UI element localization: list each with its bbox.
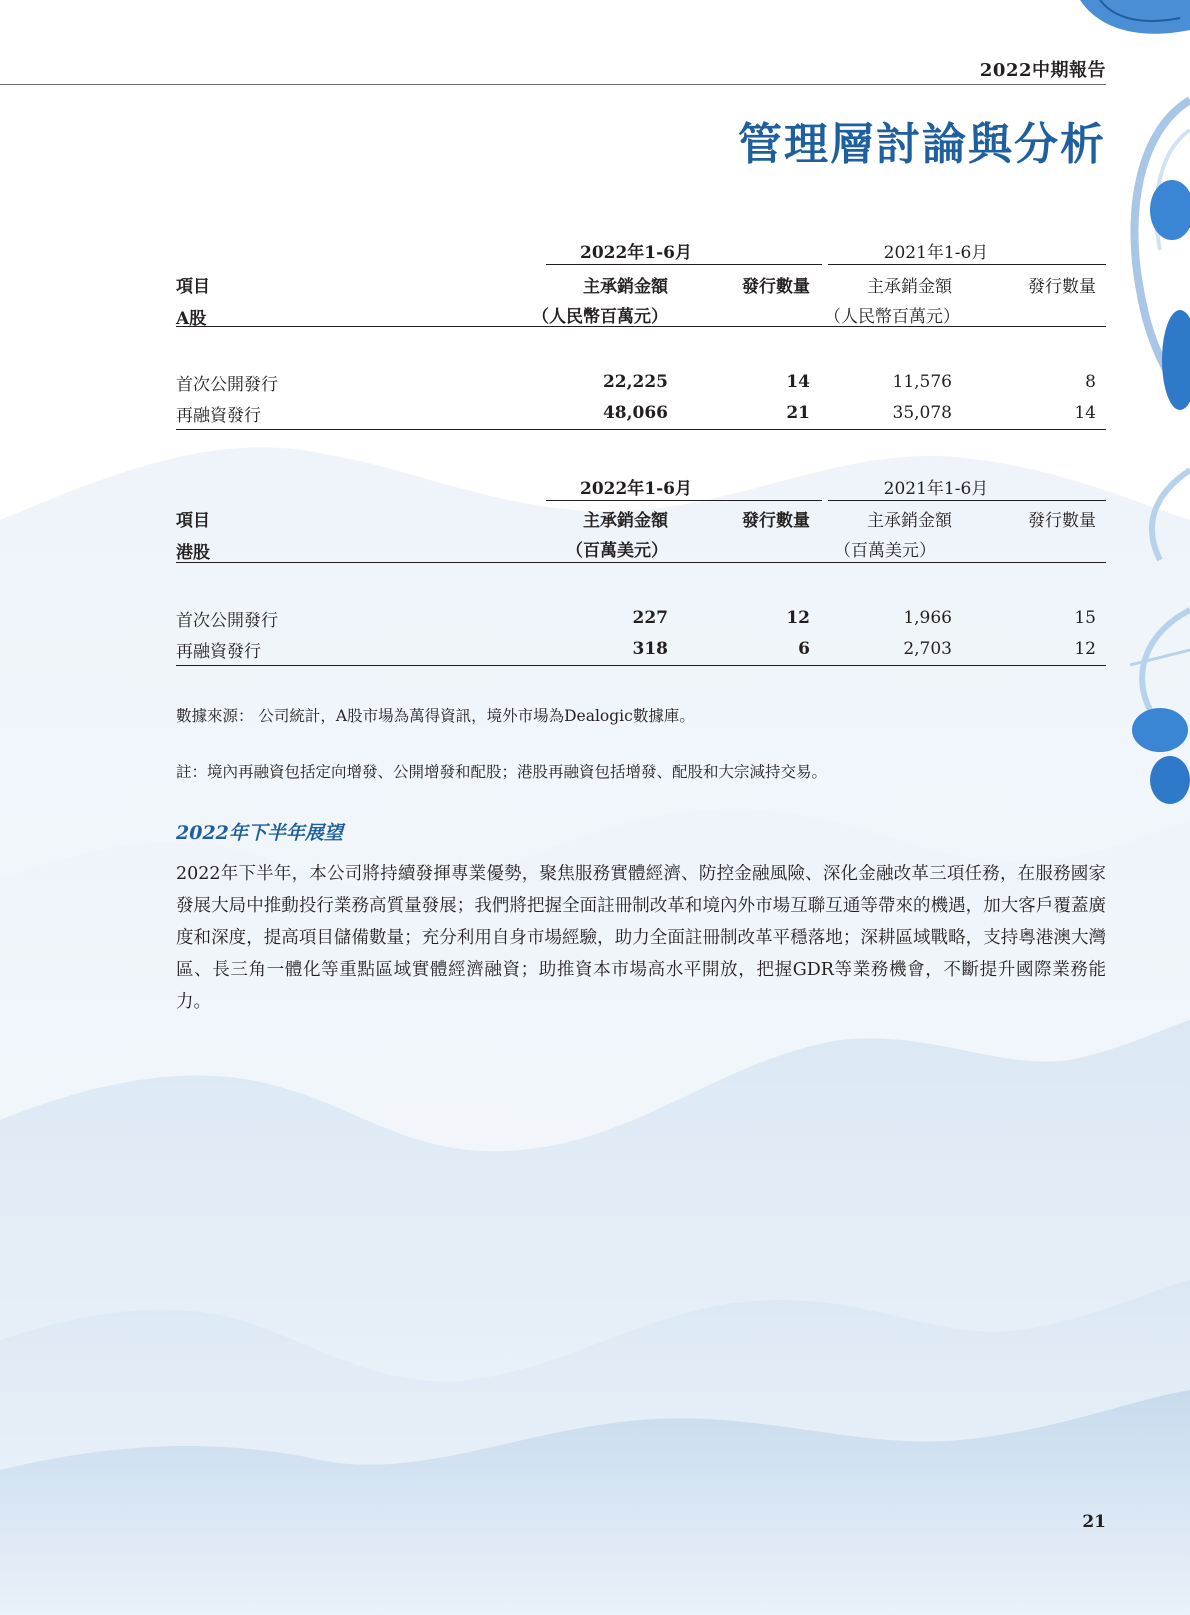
item-column-header: 項目 [176,277,210,297]
amount-2021: 2,703 [903,639,952,659]
row-label: 首次公開發行 [176,375,278,395]
page-number: 21 [1082,1512,1106,1532]
row-label: 再融資發行 [176,406,261,426]
count-2021-header: 發行數量 [1028,511,1096,531]
amount-2021: 1,966 [903,608,952,628]
outlook-heading: 2022年下半年展望 [176,822,343,844]
count-2021: 12 [1074,639,1096,659]
market-label: A股 [176,309,207,329]
period-prior-underline [828,264,1106,265]
count-2022: 6 [798,639,810,659]
market-label: 港股 [176,543,210,563]
count-2022-header: 發行數量 [742,277,810,297]
header-divider [0,84,1106,85]
period-prior-underline [828,500,1106,501]
amount-2021-header: 主承銷金額 [867,277,952,297]
amount-2021: 35,078 [892,403,952,423]
outlook-paragraph: 2022年下半年，本公司將持續發揮專業優勢，聚焦服務實體經濟、防控金融風險、深化金融改革三項任務，在服務國家發展大局中推動投行業務高質量發展；我們將把握全面註冊制改革和境內外市場互聯互通等帶來的機遇，加大客戶覆蓋廣度和深度，提高項目儲備數量；充分利用自身市場經驗，助力全面註冊制改革平穩落地；深耕區域戰略，支持粵港澳大灣區、長三角一體化等重點區域實體經濟融資；助推資本市場高水平開放，把握GDR等業務機會，不斷提升國際業務能力。 [176,864,1106,1012]
amount-2022-header: 主承銷金額 [583,511,668,531]
period-current-underline [546,500,822,501]
count-2022: 12 [786,608,810,628]
unit-current: （人民幣百萬元） [532,307,668,327]
header-rule [176,326,1106,327]
amount-2022-header: 主承銷金額 [583,277,668,297]
period-current-header: 2022年1-6月 [579,243,693,263]
unit-prior: （人民幣百萬元） [824,307,960,327]
item-column-header: 項目 [176,511,210,531]
amount-2021-header: 主承銷金額 [867,511,952,531]
count-2021: 15 [1074,608,1096,628]
hk-share-underwriting-table [176,474,1106,674]
period-prior-header: 2021年1-6月 [883,479,989,499]
data-source-note: 數據來源： 公司統計，A股市場為萬得資訊，境外市場為Dealogic數據庫。 [176,707,695,725]
header-rule [176,562,1106,563]
period-current-header: 2022年1-6月 [579,479,693,499]
period-current-underline [546,264,822,265]
a-share-underwriting-table [176,238,1106,438]
amount-2022: 48,066 [602,403,668,423]
row-label: 首次公開發行 [176,611,278,631]
row-label: 再融資發行 [176,642,261,662]
amount-2022: 318 [632,639,668,659]
section-title: 管理層討論與分析 [738,119,1106,170]
amount-2022: 227 [632,608,668,628]
count-2022: 14 [786,372,810,392]
table-bottom-rule [176,429,1106,430]
count-2021: 14 [1074,403,1096,423]
unit-prior: （百萬美元） [834,541,936,561]
report-title: 2022中期報告 [979,60,1106,81]
period-prior-header: 2021年1-6月 [883,243,989,263]
count-2021: 8 [1085,372,1096,392]
count-2022-header: 發行數量 [742,511,810,531]
count-2021-header: 發行數量 [1028,277,1096,297]
amount-2022: 22,225 [602,372,668,392]
count-2022: 21 [786,403,810,423]
amount-2021: 11,576 [892,372,952,392]
remark-note: 註：境內再融資包括定向增發、公開增發和配股；港股再融資包括增發、配股和大宗減持交易。 [176,763,828,781]
unit-current: （百萬美元） [566,541,668,561]
table-bottom-rule [176,665,1106,666]
